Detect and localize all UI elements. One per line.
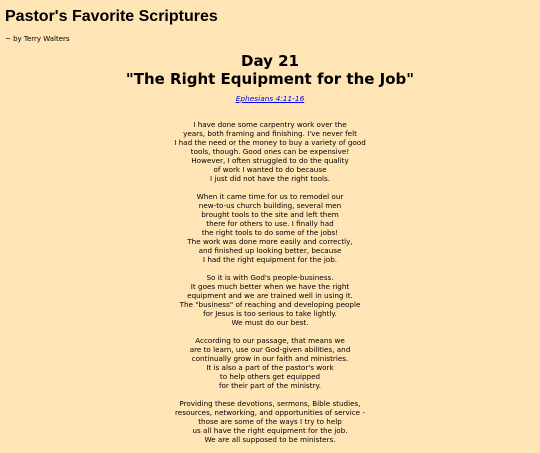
- day-heading: Day 21: [241, 52, 299, 70]
- body-line: and finished up looking better, because: [198, 246, 342, 255]
- body-line: I had the right equipment for the job.: [202, 255, 338, 264]
- body-line: However, I often struggled to do the quality: [191, 156, 349, 165]
- body-paragraph: [0, 192, 540, 264]
- body-line: I have done some carpentry work over the: [193, 120, 347, 129]
- author-byline: ~ by Terry Walters: [5, 35, 70, 43]
- body-line: We are all supposed to be ministers.: [204, 435, 336, 444]
- body-line: tools, though. Good ones can be expensive!: [190, 147, 350, 156]
- scripture-link[interactable]: Ephesians 4:11-16: [235, 94, 305, 103]
- devotion-body: [0, 120, 540, 453]
- body-line: for their part of the ministry.: [218, 381, 322, 390]
- body-line: The "business" of reaching and developing people: [179, 300, 361, 309]
- body-line: We must do our best.: [231, 318, 309, 327]
- body-line: So it is with God's people-business.: [206, 273, 334, 282]
- body-line: continually grow in our faith and ministries.: [191, 354, 349, 363]
- site-title: Pastor's Favorite Scriptures: [5, 8, 218, 25]
- body-line: the right tools to do some of the jobs!: [201, 228, 339, 237]
- body-paragraph: [0, 399, 540, 444]
- body-line: equipment and we are trained well in using it.: [187, 291, 353, 300]
- body-line: for Jesus is too serious to take lightly.: [203, 309, 337, 318]
- body-line: I had the need or the money to buy a variety of good: [174, 138, 366, 147]
- body-line: The work was done more easily and correctly,: [187, 237, 353, 246]
- scripture-reference: [0, 94, 540, 103]
- body-line: resources, networking, and opportunities of service -: [175, 408, 365, 417]
- devotion-title: "The Right Equipment for the Job": [125, 70, 415, 88]
- body-line: I just did not have the right tools.: [209, 174, 331, 183]
- body-line: new-to-us church building, several men: [198, 201, 342, 210]
- body-paragraph: [0, 120, 540, 183]
- body-line: It goes much better when we have the right: [190, 282, 350, 291]
- body-line: Providing these devotions, sermons, Bible studies,: [179, 399, 361, 408]
- body-line: us all have the right equipment for the job.: [192, 426, 348, 435]
- body-line: years, both framing and finishing. I've never felt: [183, 129, 357, 138]
- body-paragraph: [0, 273, 540, 327]
- body-line: of work I wanted to do because: [213, 165, 327, 174]
- body-line: those are some of the ways I try to help: [198, 417, 342, 426]
- body-line: to help others get equipped: [219, 372, 321, 381]
- body-line: It is also a part of the pastor's work: [206, 363, 334, 372]
- body-line: When it came time for us to remodel our: [196, 192, 344, 201]
- body-paragraph: [0, 336, 540, 390]
- body-line: there for others to use. I finally had: [206, 219, 334, 228]
- body-line: According to our passage, that means we: [195, 336, 345, 345]
- body-line: are to learn, use our God-given abilities, and: [189, 345, 351, 354]
- body-line: brought tools to the site and left them: [201, 210, 339, 219]
